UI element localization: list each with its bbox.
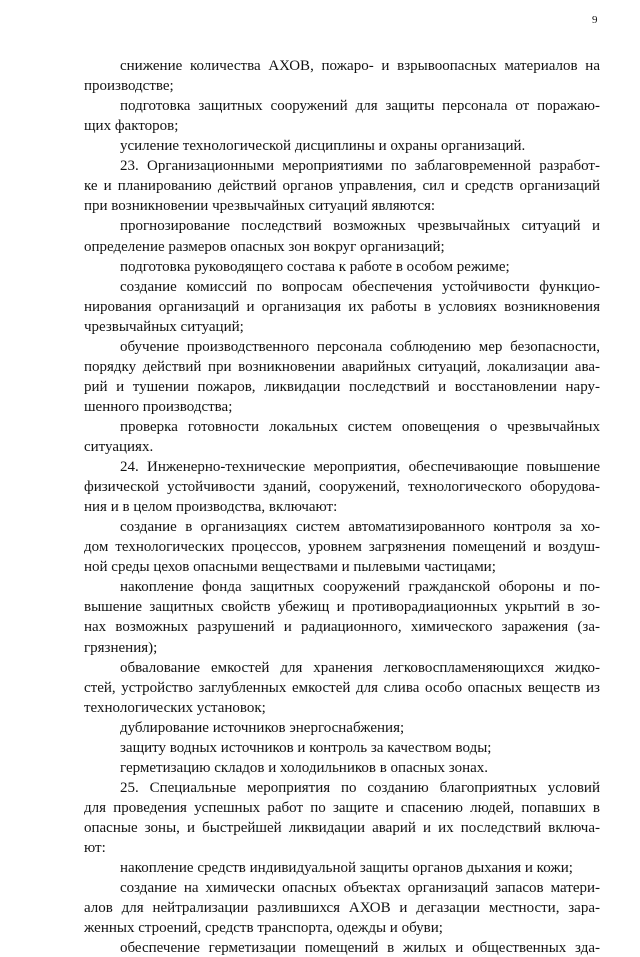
text-line: производстве;: [84, 78, 174, 94]
text-line: ной среды цехов опасными веществами и пылевыми частицами;: [84, 559, 496, 576]
text-line: ют:: [84, 840, 106, 856]
text-line: 23. Организационными мероприятиями по заблаговременной разработ-: [120, 158, 600, 175]
text-line: опасные зоны, и быстрейшей ликвидации аварий и их последствий включа-: [84, 819, 600, 836]
text-line: ситуациях.: [84, 438, 154, 455]
text-line: женных строений, средств транспорта, одежды и обуви;: [84, 920, 443, 937]
text-line: ке и планированию действий органов управления, сил и средств организаций: [84, 178, 600, 195]
text-line: 25. Специальные мероприятия по созданию благоприятных условий: [120, 779, 600, 796]
text-line: подготовка защитных сооружений для защиты персонала от поражаю-: [120, 98, 600, 115]
text-line: чрезвычайных ситуаций;: [84, 318, 244, 335]
text-line: прогнозирование последствий возможных чрезвычайных ситуаций и: [120, 218, 600, 235]
text-line: обеспечение герметизации помещений в жилых и общественных зда-: [120, 940, 600, 957]
text-line: грязнения);: [84, 639, 158, 656]
text-line: физической устойчивости зданий, сооружений, технологического оборудова-: [84, 479, 600, 496]
text-line: ния и в целом производства, включают:: [84, 499, 338, 516]
text-line: порядку действий при возникновении аварийных ситуаций, локализации ава-: [84, 358, 600, 375]
text-line: дублирование источников энергоснабжения;: [120, 719, 405, 736]
text-line: стей, устройство заглубленных емкостей для слива особо опасных веществ из: [84, 679, 600, 696]
text-line: при возникновении чрезвычайных ситуаций являются:: [84, 198, 436, 215]
text-line: проверка готовности локальных систем оповещения о чрезвычайных: [120, 418, 600, 435]
text-line: нирования организаций и организация их работы в условиях возникновения: [84, 298, 600, 315]
text-line: шенного производства;: [84, 398, 233, 415]
text-line: обучение производственного персонала соблюдению мер безопасности,: [120, 338, 600, 355]
text-line: рий и тушении пожаров, ликвидации последствий и восстановлении нару-: [84, 378, 600, 395]
text-line: создание комиссий по вопросам обеспечения устойчивости функцио-: [120, 278, 600, 295]
text-line: создание на химически опасных объектах организаций запасов матери-: [120, 880, 600, 897]
text-line: для проведения успешных работ по защите и спасению людей, попавших в: [84, 799, 600, 816]
text-line: создание в организациях систем автоматизированного контроля за хо-: [120, 519, 600, 536]
text-line: усиление технологической дисциплины и охраны организаций.: [120, 138, 526, 155]
text-line: технологических установок;: [84, 699, 266, 716]
text-line: алов для нейтрализации разлившихся АХОВ и дегазации местности, зара-: [84, 900, 600, 917]
text-line: определение размеров опасных зон вокруг организаций;: [84, 238, 445, 255]
text-line: снижение количества АХОВ, пожаро- и взрывоопасных материалов на: [120, 58, 600, 74]
text-line: подготовка руководящего состава к работе в особом режиме;: [120, 258, 510, 275]
text-line: щих факторов;: [84, 118, 179, 135]
text-line: 24. Инженерно-технические мероприятия, обеспечивающие повышение: [120, 459, 600, 475]
page-number: 9: [592, 14, 598, 26]
text-line: вышение защитных свойств убежищ и противорадиационных укрытий в зо-: [84, 599, 600, 616]
text-line: накопление фонда защитных сооружений гражданской обороны и по-: [120, 579, 600, 596]
text-line: нах возможных разрушений и радиационного, химического заражения (за-: [84, 619, 600, 636]
text-line: защиту водных источников и контроль за качеством воды;: [120, 739, 492, 756]
text-line: обвалование емкостей для хранения легковоспламеняющихся жидко-: [120, 659, 600, 676]
text-line: дом технологических процессов, уровнем загрязнения помещений и воздуш-: [84, 539, 600, 556]
text-line: герметизацию складов и холодильников в опасных зонах.: [120, 759, 489, 776]
text-line: накопление средств индивидуальной защиты органов дыхания и кожи;: [120, 860, 573, 876]
